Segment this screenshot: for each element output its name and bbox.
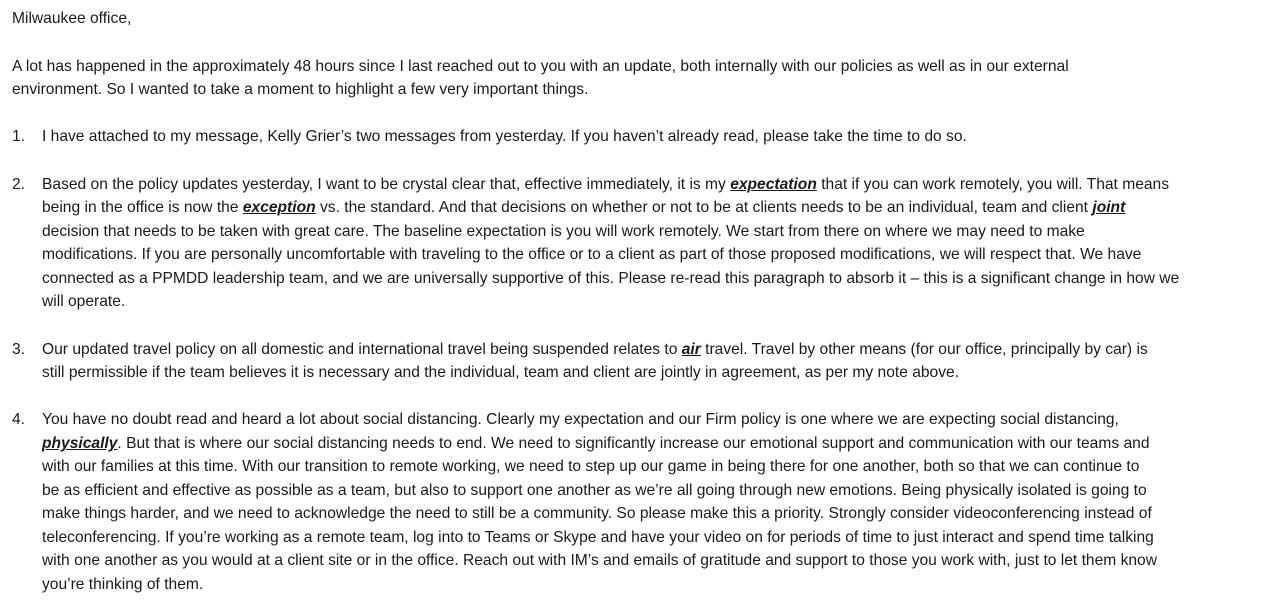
- list-number: 4.: [12, 411, 26, 428]
- text-run: Our updated travel policy on all domestic and international travel being suspended relates to: [42, 341, 682, 358]
- emphasis-physically: physically: [42, 435, 118, 452]
- item-line: you’re thinking of them.: [42, 576, 204, 593]
- list-number: 3.: [12, 341, 26, 358]
- item-line: [42, 434, 1150, 454]
- item-line: [42, 198, 1125, 218]
- item-line: [42, 175, 1169, 195]
- item-line: with one another as you would at a client site or in the office. Reach out with IM’s and emails of gratitude and support to those you work with, just to let them know: [42, 552, 1157, 569]
- item-line: decision that needs to be taken with great care. The baseline expectation is you will work remotely. We start from there on where we may need to make: [42, 223, 1085, 240]
- emphasis-air: air: [681, 341, 701, 358]
- item-line: with our families at this time. With our transition to remote working, we need to step up our game in being there for one another, both so that we can continue to: [42, 458, 1140, 475]
- text-run: that if you can work remotely, you will. That means: [816, 176, 1170, 193]
- text-run: travel. Travel by other means (for our office, principally by car) is: [700, 341, 1148, 358]
- item-line: teleconferencing. If you’re working as a remote team, log into to Teams or Skype and have your video on for periods of time to just interact and spend time talking: [42, 529, 1154, 546]
- item-line: still permissible if the team believes it is necessary and the individual, team and client are jointly in agreement, as per my note above.: [42, 364, 960, 381]
- text-run: Based on the policy updates yesterday, I want to be crystal clear that, effective immediately, it is my: [42, 176, 731, 193]
- item-line: [42, 340, 1148, 360]
- emphasis-expectation: expectation: [730, 176, 817, 193]
- intro-line: environment. So I wanted to take a moment to highlight a few very important things.: [12, 81, 589, 98]
- emphasis-exception: exception: [242, 199, 316, 216]
- item-line: modifications. If you are personally uncomfortable with traveling to the office or to a client as part of those proposed modifications, we will respect that. We have: [42, 246, 1142, 263]
- list-number: 1.: [12, 128, 26, 145]
- list-number: 2.: [12, 176, 26, 193]
- item-line: make things harder, and we need to acknowledge the need to still be a community. So please make this a priority. Strongly consider videoconferencing instead of: [42, 505, 1152, 522]
- item-line: You have no doubt read and heard a lot about social distancing. Clearly my expectation and our Firm policy is one where we are expecting social distancing,: [42, 411, 1119, 428]
- item-line: I have attached to my message, Kelly Grier’s two messages from yesterday. If you haven’t already read, please take the time to do so.: [42, 128, 967, 145]
- text-run: vs. the standard. And that decisions on whether or not to be at clients needs to be an individual, team and client: [315, 199, 1093, 216]
- emphasis-joint: joint: [1092, 199, 1126, 216]
- text-run: being in the office is now the: [42, 199, 243, 216]
- greeting: Milwaukee office,: [12, 10, 132, 27]
- item-line: connected as a PPMDD leadership team, and we are universally supportive of this. Please re-read this paragraph to absorb it – this is a significant change in how we: [42, 270, 1180, 287]
- text-run: . But that is where our social distancing needs to end. We need to significantly increase our emotional support and communication with our teams and: [117, 435, 1150, 452]
- item-line: be as efficient and effective as possible as a team, but also to support one another as we’re all going through new emotions. Being physically isolated is going to: [42, 482, 1147, 499]
- item-line: will operate.: [42, 293, 126, 310]
- intro-line: A lot has happened in the approximately 48 hours since I last reached out to you with an update, both internally with our policies as well as in our external: [12, 58, 1069, 75]
